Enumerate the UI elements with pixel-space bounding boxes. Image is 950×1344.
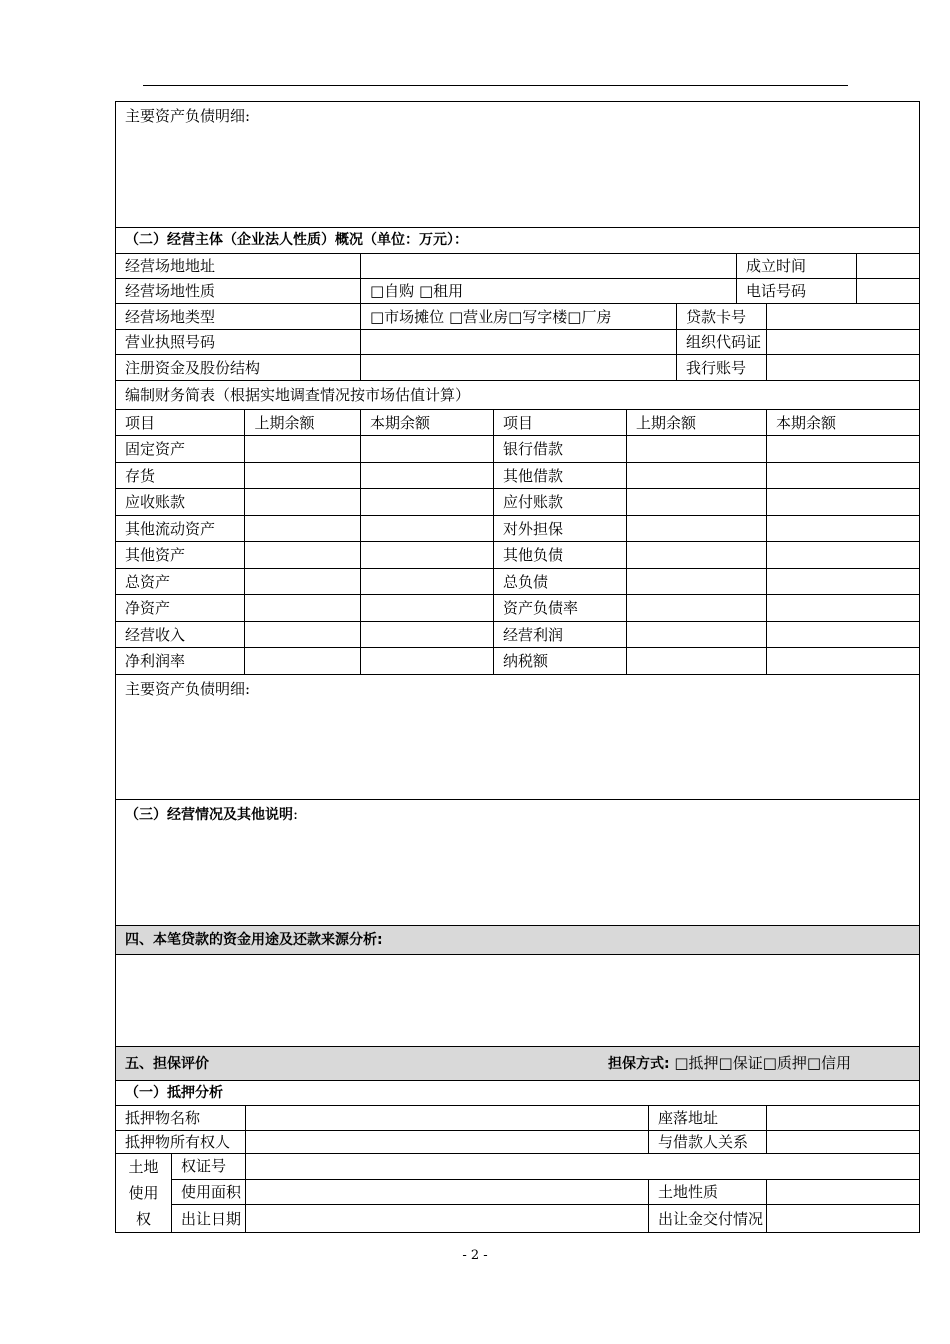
fin-right-curr[interactable] [767,516,920,542]
guarantee-method-options[interactable]: □抵押□保证□质押□信用 [674,1054,852,1073]
fin-right-item: 银行借款 [494,436,627,463]
org-code-field[interactable] [767,330,920,355]
section-five-header [116,1047,920,1081]
fin-left-item: 固定资产 [116,436,245,462]
founded-field[interactable] [857,254,920,279]
section-four-field[interactable] [116,955,920,1047]
payment-status-label: 出让金交付情况 [649,1205,767,1233]
fin-left-curr[interactable] [361,622,494,648]
fin-right-prev[interactable] [627,436,767,463]
transfer-date-label: 出让日期 [172,1205,246,1233]
fin-left-curr[interactable] [361,489,494,516]
fin-left-cell [116,595,361,622]
fin-left-cell [116,622,361,648]
location-label: 座落地址 [649,1106,767,1131]
fin-left-curr[interactable] [361,463,494,489]
fin-left-cell [116,463,361,489]
loan-card-label: 贷款卡号 [677,304,767,330]
fin-right-prev[interactable] [627,516,767,542]
capital-field[interactable] [361,355,677,381]
fin-header-prev-right: 上期余额 [627,410,767,436]
fin-right-curr[interactable] [767,436,920,463]
site-nature-label: 经营场地性质 [116,279,361,304]
fin-right-curr[interactable] [767,542,920,569]
section-two-title: （二）经营主体（企业法人性质）概况（单位：万元）： [116,228,920,254]
section-three-title: （三）经营情况及其他说明 [125,807,293,823]
section-three-colon: : [293,805,299,823]
fin-left-prev[interactable] [245,595,360,621]
phone-label: 电话号码 [737,279,857,304]
fin-right-item: 应付账款 [494,489,627,516]
section-three-cell[interactable] [116,800,920,926]
fin-left-prev[interactable] [245,569,360,594]
land-label-3: 权 [135,1210,151,1228]
fin-left-item: 存货 [116,463,245,488]
fin-header-left [116,410,361,436]
loan-investigation-form [115,101,920,1233]
fin-right-prev[interactable] [627,569,767,595]
fin-left-prev[interactable] [245,622,360,647]
fin-header-item-left: 项目 [116,410,245,435]
personal-asset-detail-cell[interactable] [116,102,920,228]
land-nature-label: 土地性质 [649,1179,767,1205]
company-asset-detail-label: 主要资产负债明细: [125,680,251,698]
fin-left-item: 其他资产 [116,542,245,568]
fin-header-item-right: 项目 [494,410,627,436]
fin-right-prev[interactable] [627,463,767,489]
fin-left-item: 总资产 [116,569,245,594]
guarantee-method-label: 担保方式: [607,1056,670,1073]
fin-right-curr[interactable] [767,622,920,648]
financial-note: 编制财务简表（根据实地调查情况按市场估值计算） [116,381,920,410]
founded-label: 成立时间 [737,254,857,279]
cert-no-field[interactable] [246,1154,920,1180]
fin-left-cell [116,569,361,595]
fin-right-item: 总负债 [494,569,627,595]
land-use-right-label [116,1154,172,1233]
fin-left-prev[interactable] [245,542,360,568]
mortgage-title: （一）抵押分析 [116,1081,920,1106]
fin-left-cell [116,436,361,463]
fin-left-item: 经营收入 [116,622,245,647]
fin-left-cell [116,648,361,675]
area-label: 使用面积 [172,1179,246,1205]
fin-left-prev[interactable] [245,516,360,541]
owner-label: 抵押物所有权人 [116,1131,246,1154]
fin-left-item: 净利润率 [116,648,245,674]
fin-header-prev-left: 上期余额 [254,413,315,432]
our-account-field[interactable] [767,355,920,381]
fin-left-prev[interactable] [245,463,360,488]
location-field[interactable] [767,1106,920,1131]
fin-left-cell [116,542,361,569]
fin-left-curr[interactable] [361,595,494,622]
fin-left-item: 净资产 [116,595,245,621]
guarantee-method [608,1054,851,1073]
fin-left-prev[interactable] [245,648,360,674]
license-field[interactable] [361,330,677,355]
section-five-title: 五、担保评价 [125,1056,209,1073]
site-address-label: 经营场地地址 [116,254,361,279]
org-code-label: 组织代码证 [677,330,767,355]
phone-field[interactable] [857,279,920,304]
fin-left-prev[interactable] [245,489,360,515]
site-type-options[interactable]: □市场摊位 □营业房□写字楼□厂房 [361,304,677,330]
asset-detail-label: 主要资产负债明细: [125,107,251,125]
company-asset-detail-cell[interactable] [116,675,920,800]
section-four-title: 四、本笔贷款的资金用途及还款来源分析: [116,926,920,955]
our-account-label: 我行账号 [677,355,767,381]
fin-right-curr[interactable] [767,595,920,622]
fin-table-header [116,410,920,436]
fin-right-prev[interactable] [627,489,767,516]
fin-header-curr-right: 本期余额 [767,410,920,436]
license-label: 营业执照号码 [116,330,361,355]
site-type-label: 经营场地类型 [116,304,361,330]
fin-right-prev[interactable] [627,648,767,675]
cert-no-label: 权证号 [172,1154,246,1180]
fin-right-item: 资产负债率 [494,595,627,622]
land-nature-field[interactable] [767,1179,920,1205]
fin-right-prev[interactable] [627,622,767,648]
fin-left-prev[interactable] [245,436,360,462]
fin-right-item: 经营利润 [494,622,627,648]
fin-right-curr[interactable] [767,489,920,516]
fin-left-item: 应收账款 [116,489,245,515]
transfer-date-field[interactable] [246,1205,649,1233]
mortgage-name-label: 抵押物名称 [116,1106,246,1131]
mortgage-name-field[interactable] [246,1106,649,1131]
fin-header-curr-left: 本期余额 [361,410,494,436]
relation-field[interactable] [767,1131,920,1154]
site-nature-options[interactable]: □自购 □租用 [361,279,737,304]
loan-card-field[interactable] [767,304,920,330]
fin-left-curr[interactable] [361,516,494,542]
fin-left-curr[interactable] [361,436,494,463]
page-number: - 2 - [462,1248,488,1263]
header-rule [143,85,848,86]
fin-right-curr[interactable] [767,569,920,595]
fin-right-prev[interactable] [627,595,767,622]
fin-left-cell [116,516,361,542]
fin-right-item: 其他借款 [494,463,627,489]
fin-left-curr[interactable] [361,648,494,675]
fin-right-item: 对外担保 [494,516,627,542]
capital-label: 注册资金及股份结构 [116,355,361,381]
fin-right-curr[interactable] [767,463,920,489]
fin-right-prev[interactable] [627,542,767,569]
site-address-field[interactable] [361,254,737,279]
fin-left-item: 其他流动资产 [116,516,245,541]
fin-right-item: 其他负债 [494,542,627,569]
payment-status-field[interactable] [767,1205,920,1233]
area-field[interactable] [246,1179,649,1205]
land-label-2: 使用 [128,1184,159,1202]
fin-right-item: 纳税额 [494,648,627,675]
land-label-1: 土地 [128,1158,159,1176]
relation-label: 与借款人关系 [649,1131,767,1154]
fin-left-curr[interactable] [361,569,494,595]
owner-field[interactable] [246,1131,649,1154]
fin-right-curr[interactable] [767,648,920,675]
fin-left-cell [116,489,361,516]
fin-left-curr[interactable] [361,542,494,569]
